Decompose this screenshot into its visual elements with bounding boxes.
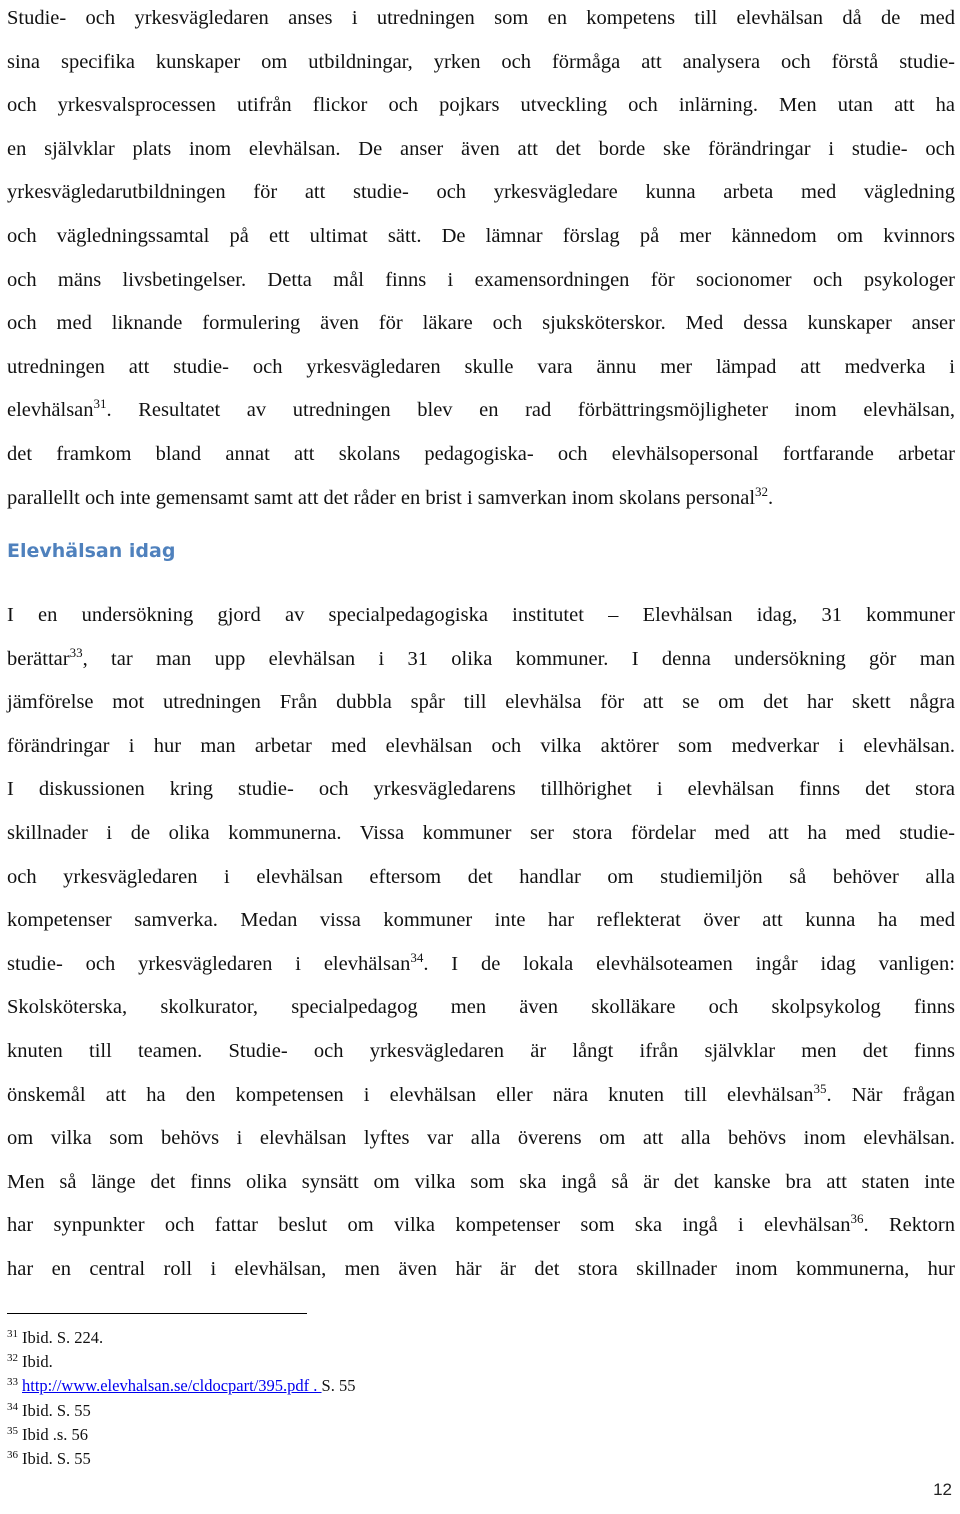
- text-line: det framkom bland annat att skolans pedagogiska- och elevhälsopersonal fortfarande arbetar: [7, 442, 955, 465]
- text-line: förändringar i hur man arbetar med elevhälsan och vilka aktörer som medverkar i elevhälsan.: [7, 734, 955, 757]
- paragraph-elevhalsan-idag: [7, 594, 955, 1292]
- footnote-number: 36: [7, 1449, 18, 1462]
- text-line: jämförelse mot utredningen Från dubbla spår till elevhälsa för att se om det har skett några: [7, 691, 955, 714]
- text-line: en självklar plats inom elevhälsan. De anser även att det borde ske förändringar i studie- och: [7, 137, 955, 160]
- text-line: [7, 389, 955, 433]
- text-line: kompetenser samverka. Medan vissa kommuner inte har reflekterat över att kunna ha med: [7, 909, 955, 932]
- text-segment: , tar man upp elevhälsan i 31 olika kommuner. I denna undersökning gör man: [82, 647, 955, 670]
- paragraph-utredningen: [7, 0, 955, 520]
- text-segment: .: [768, 486, 774, 509]
- footnote-separator: [7, 1313, 307, 1314]
- text-segment: elevhälsan: [7, 399, 94, 422]
- text-segment: . I de lokala elevhälsoteamen ingår idag vanligen:: [423, 952, 955, 975]
- footnote-list: [7, 1326, 355, 1471]
- footnote-number: 34: [7, 1400, 18, 1413]
- text-line: I diskussionen kring studie- och yrkesvägledarens tillhörighet i elevhälsan finns det stora: [7, 778, 955, 801]
- text-line: [7, 1204, 955, 1248]
- footnote-number: 32: [7, 1352, 18, 1365]
- text-line: Studie- och yrkesvägledaren anses i utredningen som en kompetens till elevhälsan då de med: [7, 7, 955, 29]
- text-line: [7, 1074, 955, 1118]
- text-line: Skolsköterska, skolkurator, specialpedagog men även skolläkare och skolpsykolog finns: [7, 996, 955, 1019]
- footnote-text: S. 55: [321, 1376, 356, 1396]
- text-line: sina specifika kunskaper om utbildningar, yrken och förmåga att analysera och förstå studie-: [7, 50, 955, 73]
- footnote-text: Ibid. S. 55: [22, 1400, 91, 1420]
- text-segment: . Rektorn: [863, 1214, 956, 1237]
- footnote-ref-32: 32: [755, 483, 769, 499]
- text-line: [7, 638, 955, 682]
- page-number: 12: [933, 1480, 952, 1499]
- section-heading: Elevhälsan idag: [7, 540, 176, 562]
- text-segment: har synpunkter och fattar beslut om vilka kompetenser som ska ingå i elevhälsan: [7, 1214, 851, 1237]
- footnote-ref-35: 35: [813, 1080, 827, 1096]
- text-segment: parallellt och inte gemensamt samt att det råder en brist i samverkan inom skolans personal: [7, 486, 756, 509]
- footnote-34: [7, 1399, 355, 1423]
- text-line: utredningen att studie- och yrkesvägledaren skulle vara ännu mer lämpad att medverka i: [7, 355, 955, 378]
- text-segment: . När frågan: [826, 1083, 955, 1106]
- text-line: och yrkesvalsprocessen utifrån flickor och pojkars utveckling och inlärning. Men utan att ha: [7, 94, 955, 117]
- text-line: och vägledningssamtal på ett ultimat sätt. De lämnar förslag på mer kännedom om kvinnors: [7, 224, 955, 247]
- text-segment: önskemål att ha den kompetensen i elevhälsan eller nära knuten till elevhälsan: [7, 1083, 814, 1106]
- text-line: I en undersökning gjord av specialpedagogiska institutet – Elevhälsan idag, 31 kommuner: [7, 604, 955, 626]
- footnote-number: 33: [7, 1376, 18, 1389]
- footnote-text: Ibid. S. 55: [22, 1449, 91, 1469]
- footnote-ref-36: 36: [850, 1211, 864, 1227]
- footnote-text: Ibid. S. 224.: [22, 1328, 104, 1347]
- footnote-text: Ibid .s. 56: [22, 1424, 88, 1444]
- footnote-32: [7, 1350, 355, 1374]
- footnote-ref-31: 31: [93, 396, 107, 412]
- footnote-text: Ibid.: [22, 1352, 53, 1372]
- footnote-ref-33: 33: [69, 644, 83, 660]
- text-line: [7, 943, 955, 987]
- footnote-ref-34: 34: [410, 949, 424, 965]
- footnote-number: 35: [7, 1424, 18, 1437]
- footnote-link[interactable]: http://www.elevhalsan.se/cldocpart/395.pdf .: [22, 1376, 322, 1396]
- text-line: och med liknande formulering även för läkare och sjuksköterskor. Med dessa kunskaper anser: [7, 312, 955, 335]
- text-segment: berättar: [7, 647, 70, 670]
- footnote-35: [7, 1423, 355, 1447]
- text-line: och mäns livsbetingelser. Detta mål finns i examensordningen för socionomer och psykologer: [7, 268, 955, 291]
- footnote-33: [7, 1374, 355, 1398]
- text-segment: . Resultatet av utredningen blev en rad förbättringsmöjligheter inom elevhälsan,: [106, 399, 955, 422]
- text-line: och yrkesvägledaren i elevhälsan eftersom det handlar om studiemiljön så behöver alla: [7, 865, 955, 888]
- footnote-31: [7, 1326, 355, 1350]
- text-line: knuten till teamen. Studie- och yrkesvägledaren är långt ifrån självklar men det finns: [7, 1039, 955, 1062]
- text-segment: studie- och yrkesvägledaren i elevhälsan: [7, 952, 411, 975]
- footnote-36: [7, 1447, 355, 1471]
- text-line: Men så länge det finns olika synsätt om vilka som ska ingå så är det kanske bra att staten inte: [7, 1170, 955, 1193]
- text-line: skillnader i de olika kommunerna. Vissa kommuner ser stora fördelar med att ha med studie-: [7, 821, 955, 844]
- text-line: yrkesvägledarutbildningen för att studie- och yrkesvägledare kunna arbeta med vägledning: [7, 181, 955, 204]
- text-line: har en central roll i elevhälsan, men även här är det stora skillnader inom kommunerna, hur: [7, 1257, 955, 1280]
- footnote-number: 31: [7, 1328, 18, 1340]
- text-line: [7, 477, 955, 521]
- text-line: om vilka som behövs i elevhälsan lyftes var alla överens om att alla behövs inom elevhälsan.: [7, 1127, 955, 1150]
